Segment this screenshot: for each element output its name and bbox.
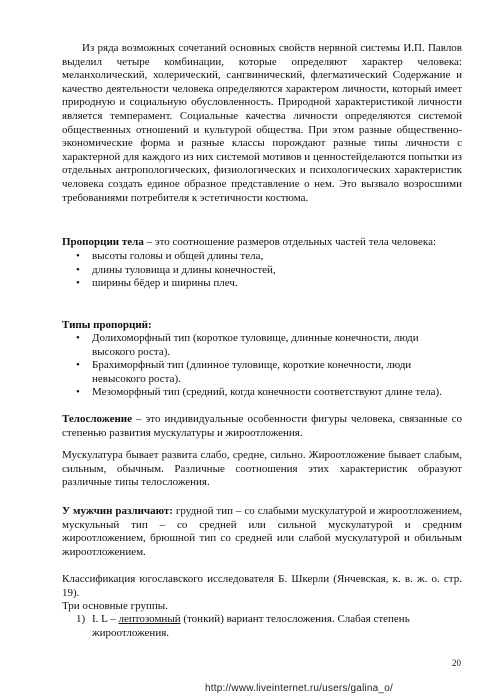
page-number: 20	[452, 658, 461, 668]
physique-definition: – это индивидуальные особенности фигуры человека, связанные со степенью развития мускулатуры и жироотложения.	[62, 413, 462, 439]
men-text: грудной тип – со слабыми мускулатурой и жироотложением, мускульный тип – со средней или сильной мускулатурой и средним жироотложением, брюшной тип со средней или слабой мускулатурой и обильным жироотложением.	[62, 505, 462, 558]
list-item	[62, 613, 462, 640]
proportions-definition	[62, 236, 462, 250]
group-description: (тонкий) вариант телосложения. Слабая степень жироотложения.	[92, 613, 410, 639]
proportions-list	[62, 250, 462, 291]
list-item: • высоты головы и общей длины тела,	[62, 250, 462, 264]
intro-paragraph: Из ряда возможных сочетаний основных свойств нервной системы И.П. Павлов выделил четыре комбинации, которые определяют характер человека: меланхолический, холерический, сангвинический, флегматический Содержание и качество деятельности человека определяются характером личности, который имеет природную и социальную обусловленность. Природной характеристикой личности является темперамент. Социальные качества личности определяются системой общественных отношений и культурой общества. При этом разные общественно-экономические форма и разные классы порождают разные типы личности с характерной для каждого из них системой мотивов и ценностейделаются попытки из отдельных антропологических, физиологических и психологических характеристик человека создать единое образное представление о нем. Это вызвало возросшими требованиями потребителя к эстетичности костюма.	[62, 42, 462, 204]
group-prefix: I. L –	[92, 613, 119, 625]
list-item: • Долихоморфный тип (короткое туловище, длинные конечности, люди высокого роста).	[62, 332, 462, 359]
list-item: • Брахиморфный тип (длинное туловище, короткие конечности, люди невысокого роста).	[62, 359, 462, 386]
groups-list	[62, 613, 462, 640]
types-list	[62, 332, 462, 400]
list-item: • Мезоморфный тип (средний, когда конечности соответствуют длине тела).	[62, 386, 462, 400]
physique-term: Телосложение	[62, 413, 133, 425]
men-paragraph	[62, 505, 462, 559]
men-term: У мужчин различают:	[62, 505, 173, 517]
list-item: • длины туловища и длины конечностей,	[62, 264, 462, 278]
group-name: лептозомный	[118, 613, 181, 625]
group-number: 1)	[76, 613, 86, 625]
physique-paragraph	[62, 413, 462, 440]
musculature-paragraph: Мускулатура бывает развита слабо, средне, сильно. Жироотложение бывает слабым, сильным, обычным. Различные соотношения этих характеристик образуют различные типы телосложения.	[62, 449, 462, 489]
proportions-term: Пропорции тела	[62, 236, 144, 248]
proportions-definition-text: – это соотношение размеров отдельных частей тела человека:	[143, 236, 437, 248]
types-heading: Типы пропорций:	[62, 319, 152, 331]
classification-paragraph: Классификация югославского исследователя Б. Шкерли (Янчевская, к. в. ж. о. стр. 19).	[62, 573, 462, 599]
list-item: • ширины бёдер и ширины плеч.	[62, 277, 462, 291]
groups-title: Три основные группы.	[62, 600, 168, 612]
source-watermark: http://www.liveinternet.ru/users/galina_o/	[205, 683, 393, 694]
